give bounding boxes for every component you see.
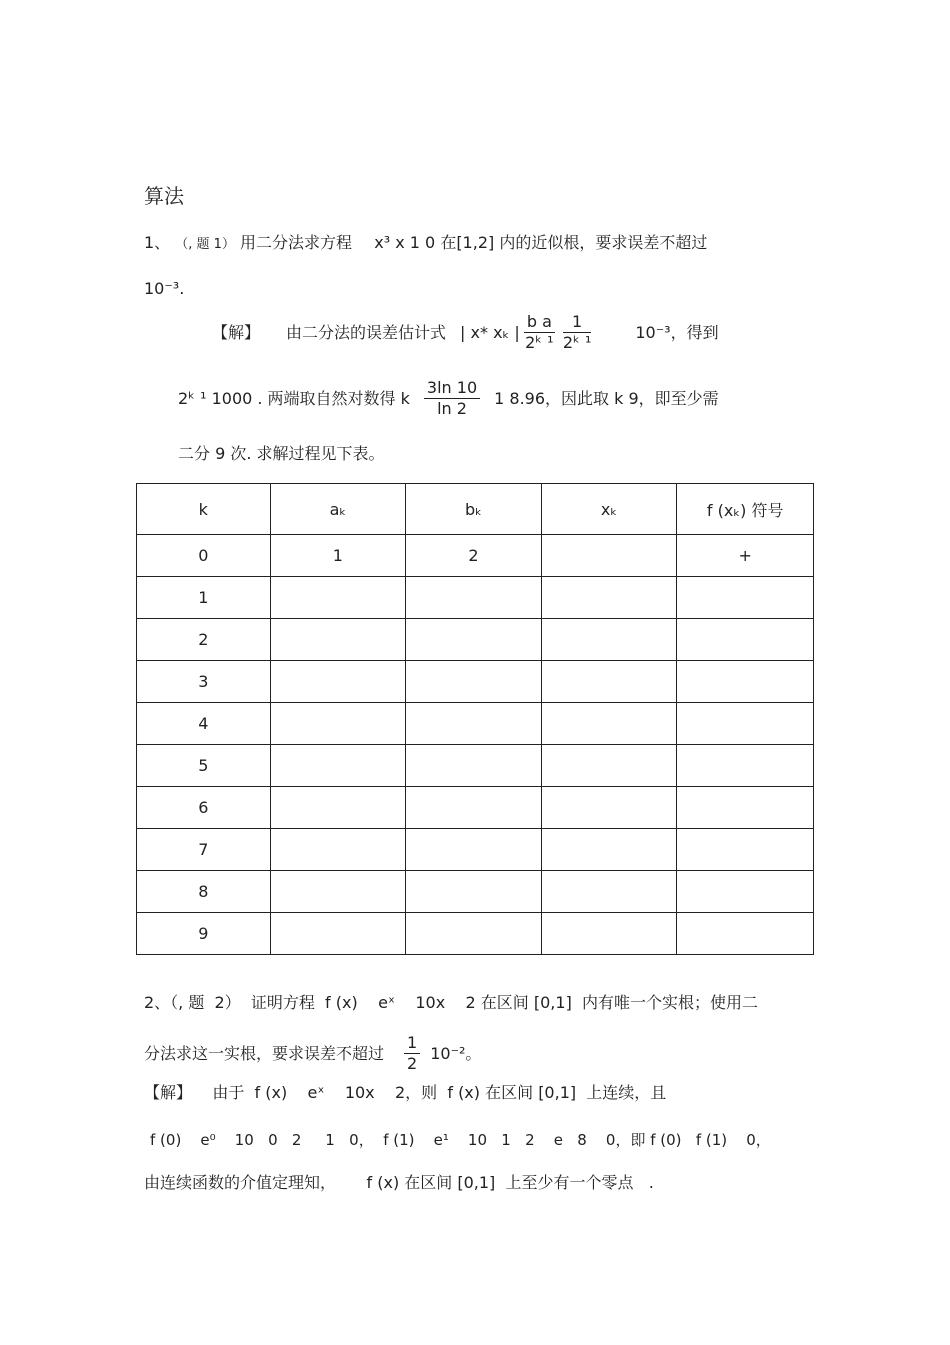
solution-1-text: 由二分法的误差估计式 (286, 322, 447, 342)
header-a: aₖ (270, 484, 406, 535)
solution-2-line-2: f (0) e⁰ 10 0 2 1 0， f (1) e¹ 10 1 2 e 8 0，即 f (0) f (1) 0， (150, 1131, 771, 1149)
solution-1-label: 【解】 (212, 322, 261, 342)
solution-2-line-1: 【解】 由于 f (x) eˣ 10x 2，则 f (x) 在区间 [0,1] 上连续，且 (144, 1083, 667, 1102)
problem-1-source: （, 题 1） (175, 237, 235, 252)
solution-1-line-1 (212, 312, 719, 353)
header-k: k (137, 484, 271, 535)
problem-1-line-2: 10⁻³. (144, 279, 185, 298)
problem-2-line-2 (144, 1033, 481, 1074)
problem-1-number: 1、 (144, 233, 171, 252)
problem-2-line-1: 2、（, 题 2） 证明方程 f (x) eˣ 10x 2 在区间 [0,1] 内有唯一个实根；使用二 (144, 993, 758, 1012)
table-header-row (137, 484, 814, 535)
problem-1-line-1 (144, 233, 707, 255)
solution-1-line-3: 二分 9 次. 求解过程见下表。 (178, 444, 385, 463)
solution-1-line-2b: 1 8.96，因此取 k 9，即至少需 (494, 388, 719, 408)
table-row: 3 (137, 661, 814, 703)
error-estimate-rhs: 10⁻³，得到 (635, 322, 719, 342)
table-row: 7 (137, 829, 814, 871)
header-x: xₖ (541, 484, 677, 535)
table-row: 4 (137, 703, 814, 745)
table-row: 1 (137, 577, 814, 619)
problem-1-text-a: 用二分法求方程 (240, 233, 353, 252)
fraction-one-over-pow: $\frac{1}{\text{2ᵏ ¹}}$ (562, 312, 592, 352)
table-row: 6 (137, 787, 814, 829)
table-row: 9 (137, 913, 814, 955)
problem-1-text-b: 在[1,2] 内的近似根，要求误差不超过 (440, 233, 708, 252)
bisection-table (136, 483, 814, 955)
solution-2-line-3: 由连续函数的介值定理知， f (x) 在区间 [0,1] 上至少有一个零点 . (144, 1173, 654, 1192)
table-row: 5 (137, 745, 814, 787)
fraction-b-minus-a: $\frac{\text{b a}}{\text{2ᵏ ¹}}$ (525, 312, 554, 352)
table-row: 8 (137, 871, 814, 913)
problem-2-line-2a: 分法求这一实根，要求误差不超过 (144, 1043, 385, 1063)
table-row: 2 (137, 619, 814, 661)
problem-2-line-2b: 10⁻²。 (430, 1043, 482, 1063)
solution-1-line-2a: 2ᵏ ¹ 1000 . 两端取自然对数得 k (178, 388, 410, 408)
fraction-one-half: $\frac{1}{2}$ (404, 1033, 420, 1074)
error-estimate-lhs: | x* xₖ | (460, 322, 520, 342)
table-row: 0 1 2 + (137, 535, 814, 577)
fraction-3ln10-ln2: $\frac{3\ln 10}{\ln 2}$ (424, 378, 480, 419)
problem-1-equation: x³ x 1 0 (374, 233, 436, 252)
header-b: bₖ (406, 484, 542, 535)
header-sign: f (xₖ) 符号 (677, 484, 814, 535)
section-title: 算法 (144, 184, 184, 208)
solution-1-line-2 (178, 378, 719, 419)
